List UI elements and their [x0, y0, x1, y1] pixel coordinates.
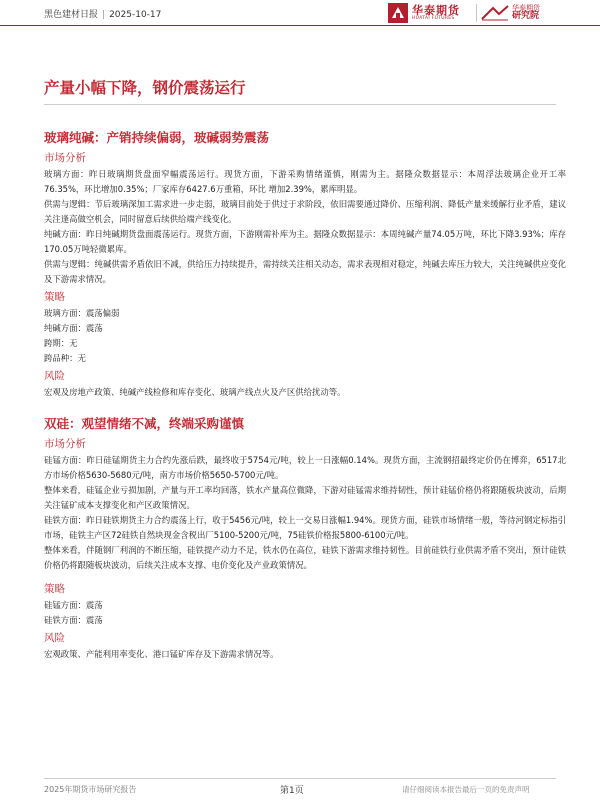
- logo-en: HUATAI FUTURES: [412, 15, 455, 21]
- footer-report-label: 2025年期货市场研究报告: [44, 785, 137, 794]
- footer-rule: [44, 778, 556, 779]
- strategy-line: 硅锰方面：震荡: [44, 600, 103, 610]
- paragraph: 玻璃方面：昨日玻璃期货盘面窄幅震荡运行。现货方面，下游采购情绪谨慎，刚需为主。据隆众数据显示：本周浮法玻璃企业开工率76.35%，环比增加0.35%；厂家库存6427.6万重箱，环比 增加2.39%，累库明显。: [44, 169, 566, 194]
- paragraph: 纯碱方面：昨日纯碱期货盘面震荡运行。现货方面，下游刚需补库为主。据隆众数据显示：本周纯碱产量74.05万吨，环比下降3.93%；库存170.05万吨轻微累库。: [44, 229, 566, 254]
- page-header: [0, 0, 600, 26]
- paragraph: 供需与逻辑：纯碱供需矛盾依旧不减，供给压力持续提升，需持续关注相关动态，需求表现相对稳定，纯碱去库压力较大，关注纯碱供应变化及下游需求情况。: [44, 259, 566, 284]
- risk-text: 宏观政策、产能利用率变化、港口锰矿库存及下游需求情况等。: [44, 649, 279, 659]
- strategy-line: 跨期：无: [44, 338, 78, 348]
- page-number: 第1页: [280, 786, 304, 796]
- title-rule: [44, 104, 556, 105]
- report-name: 黑色建材日报: [44, 10, 99, 20]
- risk-heading: 风险: [44, 632, 65, 644]
- logo-cn: 华泰期货: [412, 3, 460, 17]
- disclaimer-note: 请仔细阅读本报告最后一页的免责声明: [402, 785, 530, 794]
- paragraph: 硅铁方面：昨日硅铁期货主力合约震荡上行，收于5456元/吨，较上一交易日涨幅1.94%。现货方面，硅铁市场情绪一般，等待河钢定标指引市场，硅铁主产区72硅铁自然块现金含税出厂5100-5200元/吨，75硅铁价格报5800-6100元/吨。: [44, 515, 566, 540]
- report-meta: 黑色建材日报 | 2025-10-17: [44, 10, 162, 20]
- strategy-line: 玻璃方面：震荡偏弱: [44, 308, 120, 318]
- institute-logo: [481, 2, 540, 24]
- institute-dept: 研究院: [512, 10, 540, 21]
- huatai-logo-icon: [388, 3, 408, 23]
- paragraph: 供需与逻辑：节后玻璃深加工需求进一步走弱，玻璃目前处于供过于求阶段，依旧需要通过降价、压缩利润、降低产量来缓解行业矛盾，建议关注逢高做空机会，同时留意后续供给端产线变化。: [44, 199, 566, 224]
- document-title: 产量小幅下降，钢价震荡运行: [44, 79, 246, 97]
- paragraph: 整体来看，硅锰企业亏损加剧，产量与开工率均回落，铁水产量高位微降，下游对硅锰需求维持韧性，预计硅锰价格仍将跟随板块波动，后期关注锰矿成本支撑变化和产区政策情况。: [44, 485, 566, 510]
- paragraph: 硅锰方面：昨日硅锰期货主力合约先涨后跌，最终收于5754元/吨，较上一日涨幅0.14%。现货方面，主流钢招最终定价仍在博弈，6517北方市场价格5630-5680元/吨，南方市场价格5650-5700元/吨。: [44, 455, 566, 480]
- page-footer: [0, 778, 600, 800]
- market-analysis-heading: 市场分析: [44, 152, 86, 164]
- header-rule: [0, 25, 600, 26]
- header-divider: [476, 4, 477, 22]
- risk-text: 宏观及房地产政策、纯碱产线检修和库存变化、玻璃产线点火及产区供给扰动等。: [44, 387, 346, 397]
- institute-logo-icon: [481, 5, 509, 21]
- huatai-logo: [388, 2, 460, 24]
- section-title-glass-soda: 玻璃纯碱：产销持续偏弱，玻碱弱势震荡: [44, 130, 270, 145]
- section-title-ferroalloys: 双硅：观望情绪不减，终端采购谨慎: [44, 416, 245, 431]
- paragraph: 整体来看，伴随钢厂利润的不断压缩，硅铁提产动力不足，铁水仍在高位，硅铁下游需求维持韧性。目前硅铁行业供需矛盾不突出，预计硅铁价格仍将跟随板块波动，后续关注成本支撑、电价变化及产业政策情况。: [44, 545, 566, 570]
- report-date: 2025-10-17: [109, 10, 162, 20]
- market-analysis-heading: 市场分析: [44, 438, 86, 450]
- strategy-line: 跨品种：无: [44, 353, 86, 363]
- risk-heading: 风险: [44, 370, 65, 382]
- institute-name: 华泰期货: [512, 3, 540, 12]
- strategy-line: 硅铁方面：震荡: [44, 615, 103, 625]
- strategy-heading: 策略: [44, 291, 65, 303]
- strategy-heading: 策略: [44, 583, 65, 595]
- content: [44, 128, 566, 662]
- strategy-line: 纯碱方面：震荡: [44, 323, 103, 333]
